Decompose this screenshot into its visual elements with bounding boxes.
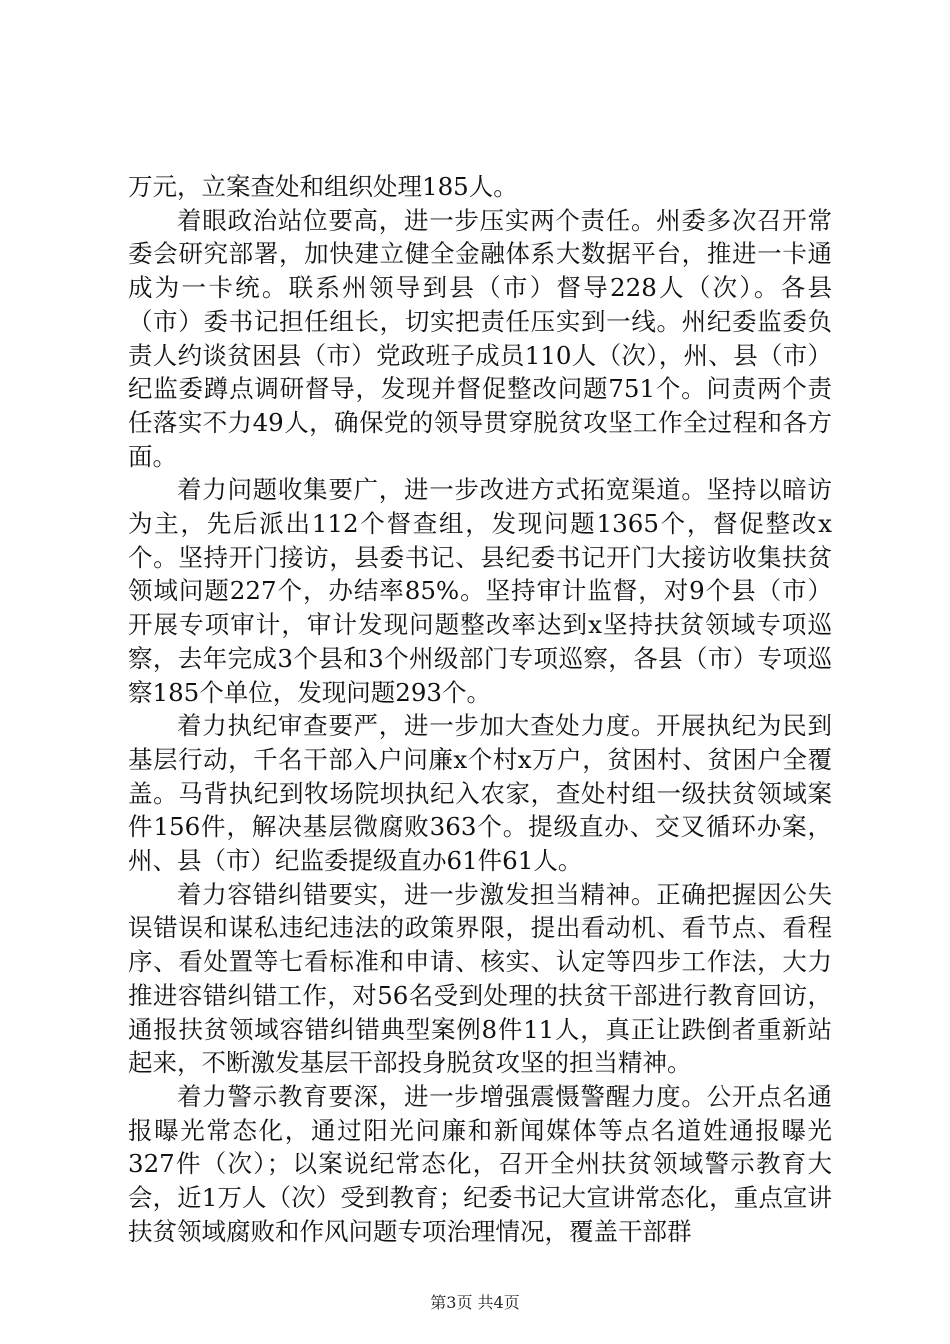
paragraph-warning-education: 着力警示教育要深，进一步增强震慑警醒力度。公开点名通报曝光常态化，通过阳光问廉和新闻媒体等点名道姓通报曝光327件（次）；以案说纪常态化，召开全州扶贫领域警示教育大会，近1万人（次）受到教育；纪委书记大宣讲常态化，重点宣讲扶贫领域腐败和作风问题专项治理情况，覆盖干部群 [128,1081,832,1246]
document-body [128,170,832,1249]
page-footer: 第3页 共4页 [430,1293,520,1312]
paragraph-error-tolerance: 着力容错纠错要实，进一步激发担当精神。正确把握因公失误错误和谋私违纪违法的政策界限，提出看动机、看节点、看程序、看处置等七看标准和申请、核实、认定等四步工作法，大力推进容错纠错工作，对56名受到处理的扶贫干部进行教育回访，通报扶贫领域容错纠错典型案例8件11人，真正让跌倒者重新站起来，不断激发基层干部投身脱贫攻坚的担当精神。 [128,879,832,1078]
paragraph-problem-collection: 着力问题收集要广，进一步改进方式拓宽渠道。坚持以暗访为主，先后派出112个督查组，发现问题1365个，督促整改x个。坚持开门接访，县委书记、县纪委书记开门大接访收集扶贫领域问题227个，办结率85%。坚持审计监督，对9个县（市）开展专项审计，审计发现问题整改率达到x坚持扶贫领域专项巡察，去年完成3个县和3个州级部门专项巡察，各县（市）专项巡察185个单位，发现问题293个。 [128,475,832,707]
paragraph-political-stance: 着眼政治站位要高，进一步压实两个责任。州委多次召开常委会研究部署，加快建立健全金融体系大数据平台，推进一卡通成为一卡统。联系州领导到县（市）督导228人（次）。各县（市）委书记担任组长，切实把责任压实到一线。州纪委监委负责人约谈贫困县（市）党政班子成员110人（次），州、县（市）纪监委蹲点调研督导，发现并督促整改问题751个。问责两个责任落实不力49人，确保党的领导贯穿脱贫攻坚工作全过程和各方面。 [128,205,832,471]
paragraph-continuation: 万元，立案查处和组织处理185人。 [128,172,518,201]
paragraph-discipline-review: 着力执纪审查要严，进一步加大查处力度。开展执纪为民到基层行动，千名干部入户问廉x个村x万户，贫困村、贫困户全覆盖。马背执纪到牧场院坝执纪入农家，查处村组一级扶贫领域案件156件，解决基层微腐败363个。提级直办、交叉循环办案，州、县（市）纪监委提级直办61件61人。 [128,711,832,876]
